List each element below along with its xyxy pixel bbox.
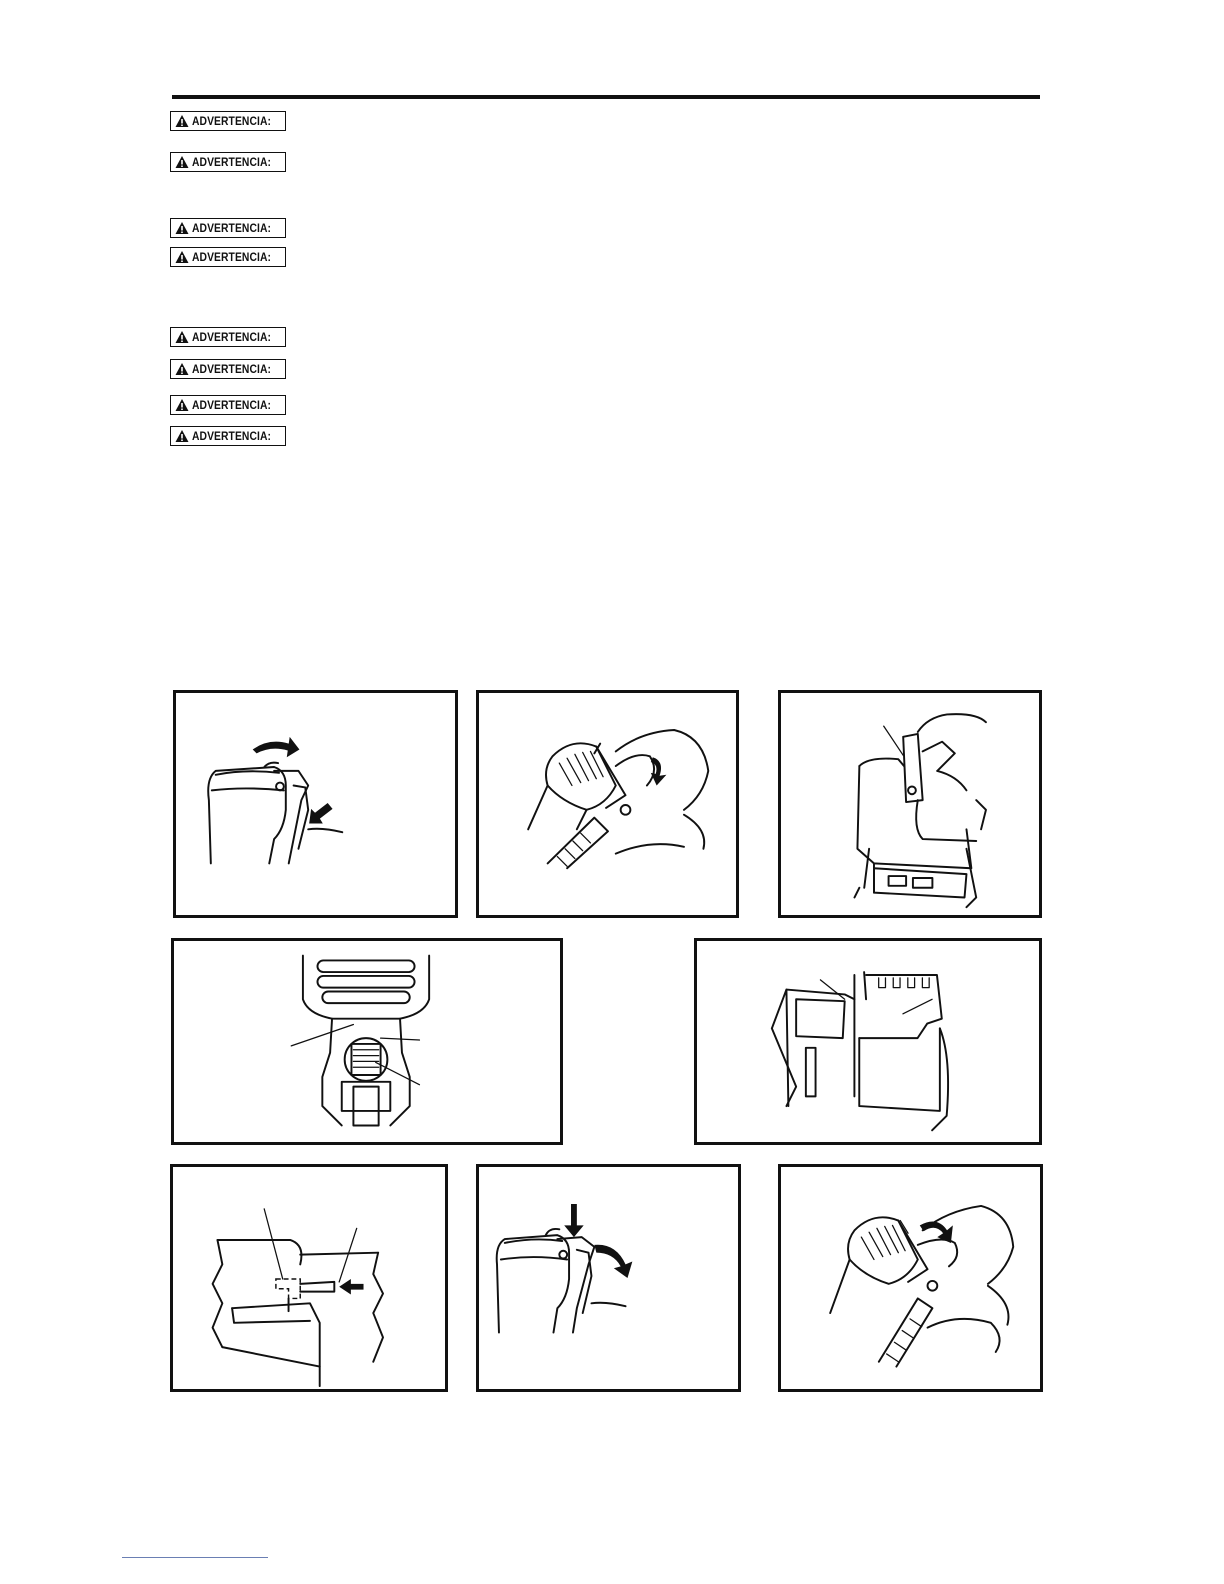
warning-triangle-icon	[175, 250, 189, 264]
warning-triangle-icon	[175, 221, 189, 235]
top-view-illustration	[174, 941, 560, 1142]
warning-badge-4	[170, 247, 286, 267]
warning-label: ADVERTENCIA:	[192, 221, 272, 235]
nailer-side-illustration	[781, 693, 1039, 915]
footer-link-underline	[122, 1557, 268, 1558]
warning-badge-3	[170, 218, 286, 238]
warning-badge-8	[170, 426, 286, 446]
figure-cap-rotation	[476, 690, 739, 918]
warning-triangle-icon	[175, 114, 189, 128]
figure-interior	[694, 938, 1042, 1145]
warning-label: ADVERTENCIA:	[192, 398, 272, 412]
figure-top-view	[171, 938, 563, 1145]
figure-alignment-detail	[170, 1164, 448, 1392]
warning-label: ADVERTENCIA:	[192, 250, 272, 264]
warning-triangle-icon	[175, 155, 189, 169]
interior-illustration	[697, 941, 1039, 1142]
alignment-illustration	[173, 1167, 445, 1389]
warning-label: ADVERTENCIA:	[192, 429, 272, 443]
hand-cap-reinstall-illustration	[781, 1167, 1040, 1389]
header-rule	[172, 95, 1040, 99]
warning-label: ADVERTENCIA:	[192, 330, 272, 344]
warning-badge-1	[170, 111, 286, 131]
warning-label: ADVERTENCIA:	[192, 155, 272, 169]
warning-label: ADVERTENCIA:	[192, 114, 272, 128]
figure-cap-reinstall	[778, 1164, 1043, 1392]
warning-badge-5	[170, 327, 286, 347]
warning-badge-2	[170, 152, 286, 172]
figure-remove-piston	[778, 690, 1042, 918]
figure-latch-release	[173, 690, 458, 918]
warning-badge-7	[170, 395, 286, 415]
warning-badge-6	[170, 359, 286, 379]
warning-triangle-icon	[175, 330, 189, 344]
warning-triangle-icon	[175, 398, 189, 412]
hand-cap-illustration	[479, 693, 736, 915]
figure-latch-close	[476, 1164, 741, 1392]
warning-triangle-icon	[175, 429, 189, 443]
nailer-head-close-illustration	[479, 1167, 738, 1389]
nailer-head-illustration	[176, 693, 455, 915]
warning-label: ADVERTENCIA:	[192, 362, 272, 376]
warning-triangle-icon	[175, 362, 189, 376]
